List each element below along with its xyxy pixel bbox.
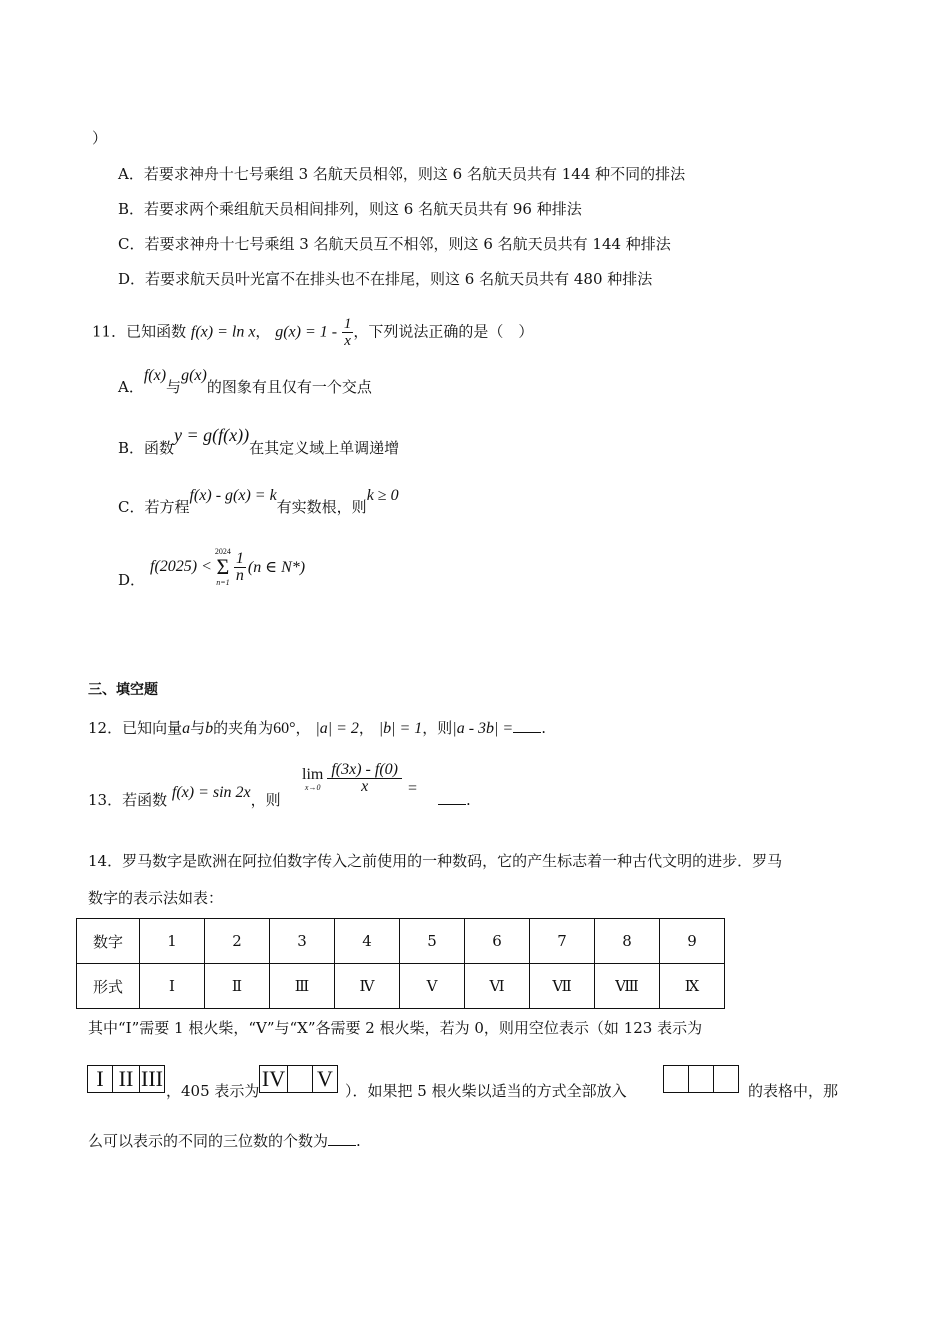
q11-b-label: B．函数 xyxy=(118,439,175,457)
q11-d-fraction xyxy=(234,551,246,584)
q10-option-c: C．若要求神舟十七号乘组 3 名航天员互不相邻，则这 6 名航天员共有 144 种排法 xyxy=(118,235,671,253)
q10-option-b: B．若要求两个乘组航天员相间排列，则这 6 名航天员共有 96 种排法 xyxy=(118,200,582,218)
q11-d-inequality xyxy=(150,543,305,591)
q11-a-f: f(x) xyxy=(143,367,167,384)
table-cell: Ⅶ xyxy=(530,964,595,1009)
q12-text3: 的夹角为 xyxy=(213,719,274,737)
q13-lim-sub: x→0 xyxy=(304,782,321,792)
table-cell: 9 xyxy=(660,919,725,964)
empty-box xyxy=(664,1066,689,1092)
q11-g-denominator: x xyxy=(344,333,351,349)
q11-d-sum-upper: 2024 xyxy=(214,547,231,556)
q13-lim: lim xyxy=(302,765,324,783)
q14-para3: 其中“Ⅰ”需要 1 根火柴，“Ⅴ”与“X”各需要 2 根火柴，若为 0，则用空位表示（如 123 表示为 xyxy=(88,1019,703,1037)
table-row xyxy=(77,964,725,1009)
q11-b-text: 在其定义域上单调递增 xyxy=(249,439,400,457)
q13-text xyxy=(88,784,281,811)
q13-function: f(x) = sin 2x xyxy=(171,784,251,801)
q14-para5 xyxy=(88,1131,361,1151)
empty-box xyxy=(714,1066,738,1092)
q10-option-a: A．若要求神舟十七号乘组 3 名航天员相邻，则这 6 名航天员共有 144 种不同的排法 xyxy=(118,165,686,183)
table-cell: Ⅸ xyxy=(660,964,725,1009)
table-cell: 4 xyxy=(335,919,400,964)
q12-norm-a: |a| = 2 xyxy=(315,720,359,737)
q13-limit xyxy=(302,762,417,795)
q12-text1: 12．已知向量 xyxy=(88,719,183,737)
empty-answer-boxes xyxy=(663,1065,739,1093)
table-cell: Ⅱ xyxy=(205,964,270,1009)
roman-numeral-table xyxy=(76,918,725,1009)
example-box: III xyxy=(141,1066,163,1091)
table-cell: Ⅲ xyxy=(270,964,335,1009)
q11-option-c xyxy=(118,487,399,518)
q13-answer-blank xyxy=(438,790,466,805)
table-cell: 6 xyxy=(465,919,530,964)
q11-b-expression: y = g(f(x)) xyxy=(174,425,250,445)
q13-period: . xyxy=(466,791,471,809)
q14-para2: 数字的表示法如表： xyxy=(88,889,224,907)
q11-g-numerator: 1 xyxy=(343,316,352,332)
q11-g-fraction xyxy=(342,316,354,349)
table-cell: 1 xyxy=(140,919,205,964)
q11-d-numerator: 1 xyxy=(235,549,244,567)
example-box: IV xyxy=(260,1066,288,1092)
q11-a-text: 的图象有且仅有一个交点 xyxy=(206,378,372,396)
empty-box xyxy=(689,1066,714,1092)
q13-numerator: f(3x) - f(0) xyxy=(327,762,402,779)
q12-text4: ，则 xyxy=(422,719,453,737)
q14-para4b: ）．如果把 5 根火柴以适当的方式全部放入 xyxy=(345,1082,627,1100)
q10-option-d: D．若要求航天员叶光富不在排头也不在排尾，则这 6 名航天员共有 480 种排法 xyxy=(118,270,653,288)
q11-a-and: 与 xyxy=(166,378,182,396)
section-heading: 三、填空题 xyxy=(88,682,158,698)
q13-denominator: x xyxy=(361,778,369,795)
q14-answer-blank xyxy=(328,1131,356,1146)
q11-stem xyxy=(92,316,533,349)
q11-question: ，下列说法正确的是（ ） xyxy=(353,322,534,341)
q12-answer-blank xyxy=(513,718,541,733)
q11-a-label: A． xyxy=(118,378,144,396)
q11-c-label: C．若方程 xyxy=(118,498,190,516)
q11-a-g: g(x) xyxy=(181,367,207,384)
q11-c-equation: f(x) - g(x) = k xyxy=(189,487,277,504)
q11-d-domain: (n ∈ N*) xyxy=(247,559,306,576)
q12-vector-b: b xyxy=(205,720,214,737)
q14-para4c: 的表格中，那 xyxy=(748,1082,839,1100)
q13-text2: ，则 xyxy=(250,791,281,809)
q13-fraction xyxy=(327,762,402,795)
q12-norm-b: |b| = 1 xyxy=(378,720,423,737)
example-405-boxes xyxy=(259,1065,338,1093)
q13-equals: = xyxy=(407,779,418,797)
q11-c-condition: k ≥ 0 xyxy=(366,487,399,504)
q11-c-text: 有实数根，则 xyxy=(276,498,367,516)
q11-option-d xyxy=(118,570,145,590)
q12-period: . xyxy=(541,719,546,737)
q11-d-sigma: Σ xyxy=(216,554,230,579)
table-cell: Ⅵ xyxy=(465,964,530,1009)
q12-vector-a: a xyxy=(182,720,191,737)
table-cell: Ⅳ xyxy=(335,964,400,1009)
q14-para1: 14．罗马数字是欧洲在阿拉伯数字传入之前使用的一种数码，它的产生标志着一种古代文明的进步．罗马 xyxy=(88,852,783,870)
table-cell: Ⅰ xyxy=(140,964,205,1009)
q11-number: 11．已知函数 xyxy=(92,322,187,341)
q12: 12．已知向量a与b的夹角为60°， |a| = 2， |b| = 1，则|a - 3b| = . xyxy=(88,719,546,737)
q11-d-denominator: n xyxy=(235,566,244,584)
q14-period: . xyxy=(356,1132,361,1150)
q11-d-label: D． xyxy=(118,571,146,589)
example-box xyxy=(288,1066,313,1092)
table-cell: Ⅷ xyxy=(595,964,660,1009)
q11-option-b xyxy=(118,425,400,458)
q11-f-def: f(x) = ln x xyxy=(190,323,256,341)
q11-comma: ， xyxy=(255,322,271,341)
example-123-boxes xyxy=(87,1065,165,1093)
q13-text1: 13．若函数 xyxy=(88,791,168,809)
q14-para4a: ，405 表示为 xyxy=(166,1082,260,1100)
q11-option-a xyxy=(118,367,372,398)
q11-d-f2025: f(2025) < xyxy=(150,558,212,575)
table-cell: 2 xyxy=(205,919,270,964)
table-cell: 3 xyxy=(270,919,335,964)
example-box: V xyxy=(317,1066,333,1091)
q13-answer xyxy=(438,790,471,810)
table-cell: 8 xyxy=(595,919,660,964)
table-header-form: 形式 xyxy=(77,964,140,1009)
q11-d-sum xyxy=(215,547,231,587)
table-header-number: 数字 xyxy=(77,919,140,964)
table-row xyxy=(77,919,725,964)
example-box: I xyxy=(88,1066,113,1092)
q13-lim-operator xyxy=(302,766,323,792)
table-cell: 7 xyxy=(530,919,595,964)
example-box: II xyxy=(113,1066,140,1092)
q14-para5-text: 么可以表示的不同的三位数的个数为 xyxy=(88,1132,329,1150)
q12-angle: 60° xyxy=(273,720,296,737)
q12-target: |a - 3b| = xyxy=(452,720,514,737)
q11-g-def: g(x) = 1 - xyxy=(275,323,338,341)
q12-text2: 与 xyxy=(190,719,206,737)
table-cell: Ⅴ xyxy=(400,964,465,1009)
table-cell: 5 xyxy=(400,919,465,964)
q11-d-sum-lower: n=1 xyxy=(216,578,230,587)
q10-tail: ） xyxy=(92,129,108,147)
